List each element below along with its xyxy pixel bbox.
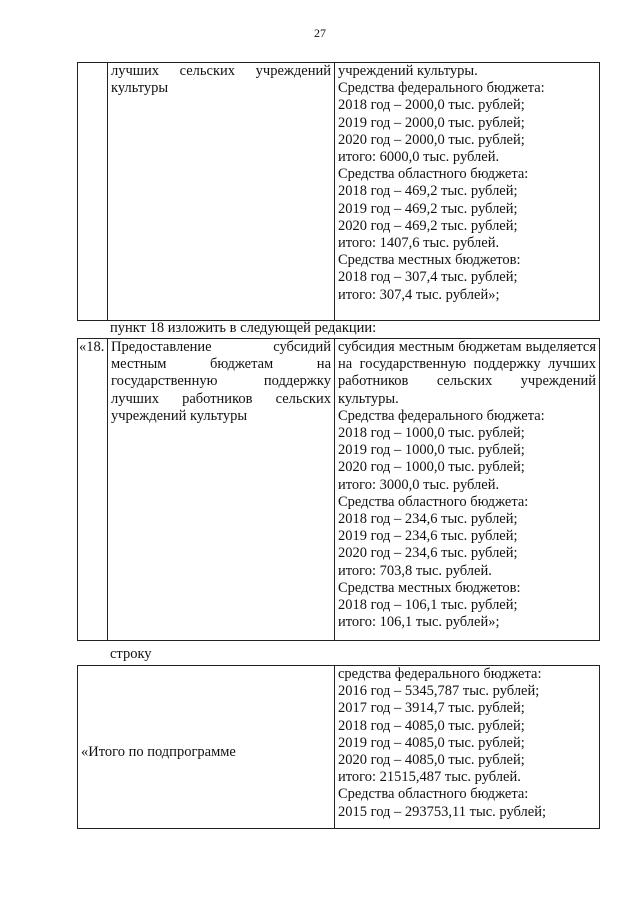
funding-line: 2018 год – 1000,0 тыс. рублей; (338, 425, 525, 442)
funding-line: Средства областного бюджета: (338, 493, 529, 510)
funding-line: 2019 год – 469,2 тыс. рублей; (338, 200, 518, 217)
funding-line: 2015 год – 293753,11 тыс. рублей; (338, 803, 546, 820)
funding-line: 2018 год – 469,2 тыс. рублей; (338, 183, 518, 200)
funding-line: 2019 год – 4085,0 тыс. рублей; (338, 734, 525, 751)
funding-line: Средства местных бюджетов: (338, 579, 521, 596)
funding-line: 2020 год – 469,2 тыс. рублей; (338, 217, 518, 234)
funding-line: 2020 год – 1000,0 тыс. рублей; (338, 459, 525, 476)
number-cell: «18. (78, 339, 108, 641)
funding-cell (335, 63, 600, 321)
table-item-18 (77, 338, 600, 641)
table-continuation (77, 62, 600, 321)
funding-line: Средства федерального бюджета: (338, 407, 545, 424)
activity-cell: Предоставление субсидий местным бюджетам на государственную поддержку лучших работников сельских учреждений культуры (108, 339, 335, 641)
funding-line: итого: 703,8 тыс. рублей. (338, 562, 492, 579)
funding-line: 2020 год – 4085,0 тыс. рублей; (338, 752, 525, 769)
funding-line: учреждений культуры. (338, 63, 478, 79)
instruction-row: строку (110, 646, 152, 662)
total-label-cell: «Итого по подпрограмме (78, 666, 335, 829)
funding-line: 2020 год – 234,6 тыс. рублей; (338, 545, 518, 562)
number-cell (78, 63, 108, 321)
funding-line: 2017 год – 3914,7 тыс. рублей; (338, 700, 525, 717)
funding-line: итого: 106,1 тыс. рублей»; (338, 614, 500, 631)
funding-line: 2018 год – 234,6 тыс. рублей; (338, 511, 518, 528)
activity-cell: лучших сельских учреждений культуры (108, 63, 335, 321)
funding-line: 2018 год – 106,1 тыс. рублей; (338, 597, 518, 614)
funding-line: 2019 год – 234,6 тыс. рублей; (338, 528, 518, 545)
funding-line: итого: 6000,0 тыс. рублей. (338, 149, 500, 166)
funding-line: Средства местных бюджетов: (338, 252, 521, 269)
funding-intro: субсидия местным бюджетам выделяется на государственную поддержку лучших работников сельских учреждений культуры. (338, 339, 596, 407)
funding-line: Средства федерального бюджета: (338, 80, 545, 97)
funding-line: средства федерального бюджета: (338, 666, 542, 682)
funding-line: 2018 год – 2000,0 тыс. рублей; (338, 97, 525, 114)
instruction-paragraph-18: пункт 18 изложить в следующей редакции: (110, 320, 377, 336)
funding-line: итого: 3000,0 тыс. рублей. (338, 476, 500, 493)
funding-line: итого: 21515,487 тыс. рублей. (338, 769, 521, 786)
funding-cell (335, 666, 600, 829)
funding-line: 2018 год – 4085,0 тыс. рублей; (338, 717, 525, 734)
funding-cell (335, 339, 600, 641)
funding-line: Средства областного бюджета: (338, 786, 529, 803)
funding-line: 2016 год – 5345,787 тыс. рублей; (338, 683, 540, 700)
funding-line: Средства областного бюджета: (338, 166, 529, 183)
funding-line: 2020 год – 2000,0 тыс. рублей; (338, 131, 525, 148)
funding-line: 2019 год – 2000,0 тыс. рублей; (338, 114, 525, 131)
table-subprogram-total (77, 665, 600, 829)
funding-line: итого: 307,4 тыс. рублей»; (338, 286, 500, 303)
funding-line: 2019 год – 1000,0 тыс. рублей; (338, 442, 525, 459)
page-number: 27 (314, 26, 326, 40)
funding-line: 2018 год – 307,4 тыс. рублей; (338, 269, 518, 286)
funding-line: итого: 1407,6 тыс. рублей. (338, 235, 500, 252)
